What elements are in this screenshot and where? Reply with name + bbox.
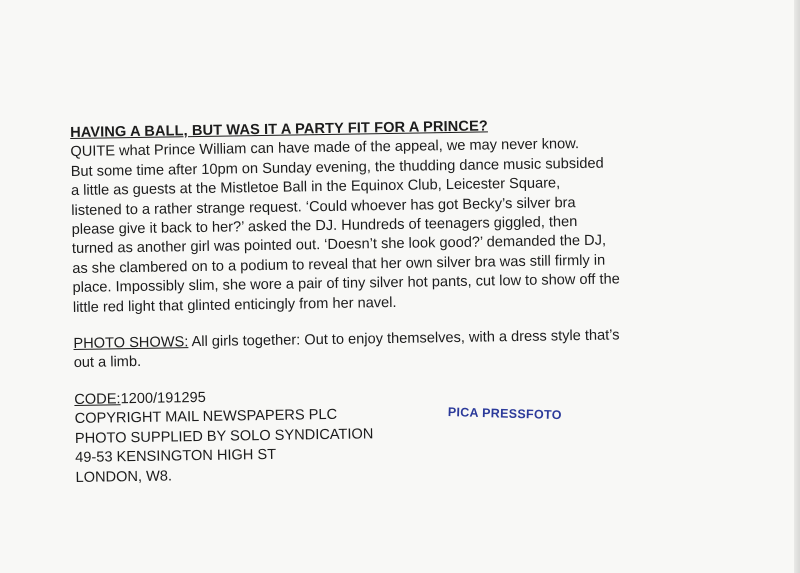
photo-shows-text: All girls together: Out to enjoy themselves, with a dress style that’s	[188, 327, 620, 351]
body-line: please give it back to her?’ asked the DJ. Hundreds of teenagers giggled, then	[71, 214, 578, 239]
body-line: little red light that glinted enticingly from her navel.	[72, 294, 397, 316]
caption-sheet	[70, 114, 696, 488]
body-line: listened to a rather strange request. ‘Could whoever has got Becky’s silver bra	[71, 194, 576, 219]
credit-line: COPYRIGHT MAIL NEWSPAPERS PLC	[74, 407, 338, 428]
article-body	[70, 134, 693, 318]
photo-shows-label: PHOTO SHOWS:	[73, 334, 189, 353]
credit-line: 49-53 KENSINGTON HIGH ST	[75, 446, 277, 467]
body-line: QUITE what Prince William can have made of the appeal, we may never know.	[70, 136, 580, 161]
code-value: 1200/191295	[120, 389, 206, 408]
photo-shows-text-cont: out a limb.	[73, 354, 142, 372]
credit-line: PHOTO SUPPLIED BY SOLO SYNDICATION	[74, 425, 374, 447]
body-line: a little as guests at the Mistletoe Ball in the Equinox Club, Leicester Square,	[70, 175, 561, 200]
body-line: place. Impossibly slim, she wore a pair of tiny silver hot pants, cut low to show off the	[72, 271, 620, 297]
page-edge-shadow	[794, 0, 800, 573]
code-label: CODE:	[74, 391, 121, 408]
agency-stamp: PICA PRESSFOTO	[447, 405, 562, 423]
credit-line: LONDON, W8.	[75, 467, 173, 486]
credits-section	[74, 381, 695, 488]
body-line: But some time after 10pm on Sunday evening, the thudding dance music subsided	[70, 155, 604, 180]
body-line: turned as another girl was pointed out. ‘Doesn’t she look good?’ demanded the DJ,	[71, 233, 607, 258]
headline: HAVING A BALL, BUT WAS IT A PARTY FIT FOR A PRINCE?	[70, 118, 488, 141]
body-line: as she clambered on to a podium to reveal that her own silver bra was still firmly in	[72, 252, 606, 277]
